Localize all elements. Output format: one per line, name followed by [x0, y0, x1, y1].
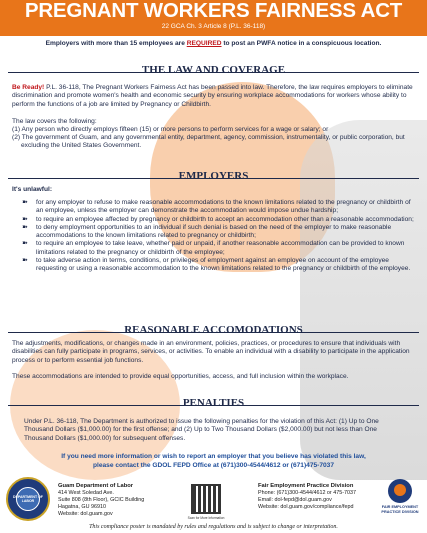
bullet-icon: ➽	[22, 257, 28, 265]
be-ready-label: Be Ready!	[12, 84, 45, 91]
qr-code-icon[interactable]	[191, 484, 221, 514]
fepd-contact	[258, 483, 356, 511]
law-heading-text: THE LAW AND COVERAGE	[141, 64, 286, 76]
footer	[0, 475, 427, 523]
poster-header	[0, 0, 427, 36]
unlawful-label: It's unlawful:	[12, 186, 53, 193]
law-intro	[12, 84, 415, 109]
bullet-icon: ➽	[22, 240, 28, 248]
fepd-website[interactable]: Website: dol.guam.gov/compliance/fepd	[258, 504, 354, 510]
law-section-heading	[0, 60, 427, 74]
fepd-name: Fair Employment Practice Division	[258, 483, 354, 489]
bullet-icon: ➽	[22, 215, 28, 223]
fepd-phone: Phone: (671)300-4544/4612 or 475-7037	[258, 490, 357, 496]
notice-text-after: to post an PWFA notice in a conspicuous location.	[221, 40, 382, 47]
accommodations-body-2: These accommodations are intended to provide equal opportunities, access, and full inclusion within the workplace.	[12, 373, 349, 380]
accommodations-heading-text: REASONABLE ACCOMODATIONS	[124, 324, 303, 336]
fepd-email[interactable]: Email: dol-fepd@dol.guam.gov	[258, 497, 332, 503]
logo-inner-circle	[394, 484, 406, 496]
list-item: ➽ for any employer to refuse to make reasonable accommodations to the known limitations related to the pregnancy or childbirth of an employee, unless the employer can demonstrate the accommodation would impose undue hardship;	[22, 199, 411, 215]
fepd-logo-icon	[380, 479, 420, 519]
notice-text-before: Employers with more than 15 employees are	[45, 40, 187, 47]
department-seal-icon	[6, 477, 50, 521]
employers-section-heading	[0, 166, 427, 180]
penalties-body: Under P.L. 36-118, The Department is authorized to issue the following penalties for the violation of this Act: (1) Up to One Thousand Dollars ($1,000.00) for the first offense; and (2) Up to Two Thousand Dollars ($2,000.00) but not less than One Thousand Dollars ($1,000.00) for subsequent offenses.	[24, 418, 379, 442]
required-word: REQUIRED	[186, 40, 222, 47]
bullet-icon: ➽	[22, 199, 28, 206]
logo-text: FAIR EMPLOYMENT PRACTICE DIVISION	[381, 505, 419, 514]
accommodations-section-heading	[0, 320, 427, 334]
list-item: ➽ to require an employee to take leave, whether paid or unpaid, if another reasonable accommodation can be provided to known limitations related to the pregnancy or childbirth of the employee;	[22, 240, 405, 256]
law-coverage-item-2: (2) The government of Guam, and any governmental entity, department, agency, commission, instrumentality, or public corporation, but excluding the United States Government.	[12, 134, 405, 150]
contact-line-1: If you need more information or wish to report an employer that you believe has violated this law,	[61, 453, 366, 460]
poster-title: PREGNANT WORKERS FAIRNESS ACT	[24, 0, 403, 22]
address-line-3: Hagatna, GU 96910	[58, 504, 106, 510]
department-name: Guam Department of Labor	[58, 483, 134, 489]
address-line-2: Suite 808 (8th Floor), GCIC Building	[58, 497, 145, 503]
law-intro-text: P.L. 36-118, The Pregnant Workers Fairness Act has been passed into law. Therefore, the law requires employers to eliminate discrimination and promote women's health and economic security by ensuring workplace accommodations for workers whose ability to perform the functions of a job are limited by Pregnancy or Childbirth.	[12, 84, 413, 108]
law-citation: 22 GCA Ch. 3 Article 8 (P.L. 36-118)	[161, 23, 266, 30]
list-item: ➽ to deny employment opportunities to an individual if such denial is based on the need of the employer to make reasonable accommodations to the known limitations related to pregnancy or childbirth;	[22, 223, 392, 240]
address-line-1: 414 West Soledad Ave.	[58, 490, 114, 496]
contact-line-2: please contact the GDOL FEPD Office at (671)300-4544/4612 or (671)475-7037	[92, 461, 335, 469]
department-address	[58, 483, 144, 518]
law-coverage-item-1: (1) Any person who directly employs fifteen (15) or more persons to perform services for a wage or salary; or	[12, 126, 329, 133]
unlawful-list	[22, 199, 415, 274]
accommodations-body: The adjustments, modifications, or changes made in an environment, policies, practices, or procedures to ensure that individuals with disabilities can fully participate in programs, services, or activities. To enable an individual with a disability to participate in the application process or to perform essential job functions.	[12, 340, 410, 364]
penalties-section-heading	[0, 393, 427, 407]
posting-notice	[0, 40, 427, 47]
contact-notice	[0, 453, 427, 470]
law-covers-label: The law covers the following:	[12, 118, 97, 125]
department-website[interactable]: Website: dol.guam.gov	[58, 511, 113, 517]
bullet-icon: ➽	[22, 223, 28, 231]
list-item: ➽ to take adverse action in terms, conditions, or privileges of employment against an employee on account of the employee requesting or using a reasonable accommodation to the known limitations related to the pregnancy or childbirth of the employee.	[22, 257, 411, 273]
compliance-mandate: This compliance poster is mandated by rules and regulations and is subject to change or interpretation.	[89, 524, 338, 530]
seal-text: DEPARTMENT OF LABOR	[13, 495, 43, 503]
list-item: ➽ to require an employee affected by pregnancy or childbirth to accept an accommodation other than a reasonable accommodation;	[22, 215, 414, 223]
qr-caption: Scan for More Information	[187, 516, 225, 520]
penalties-heading-text: PENALTIES	[182, 397, 245, 409]
employers-heading-text: EMPLOYERS	[178, 170, 249, 182]
